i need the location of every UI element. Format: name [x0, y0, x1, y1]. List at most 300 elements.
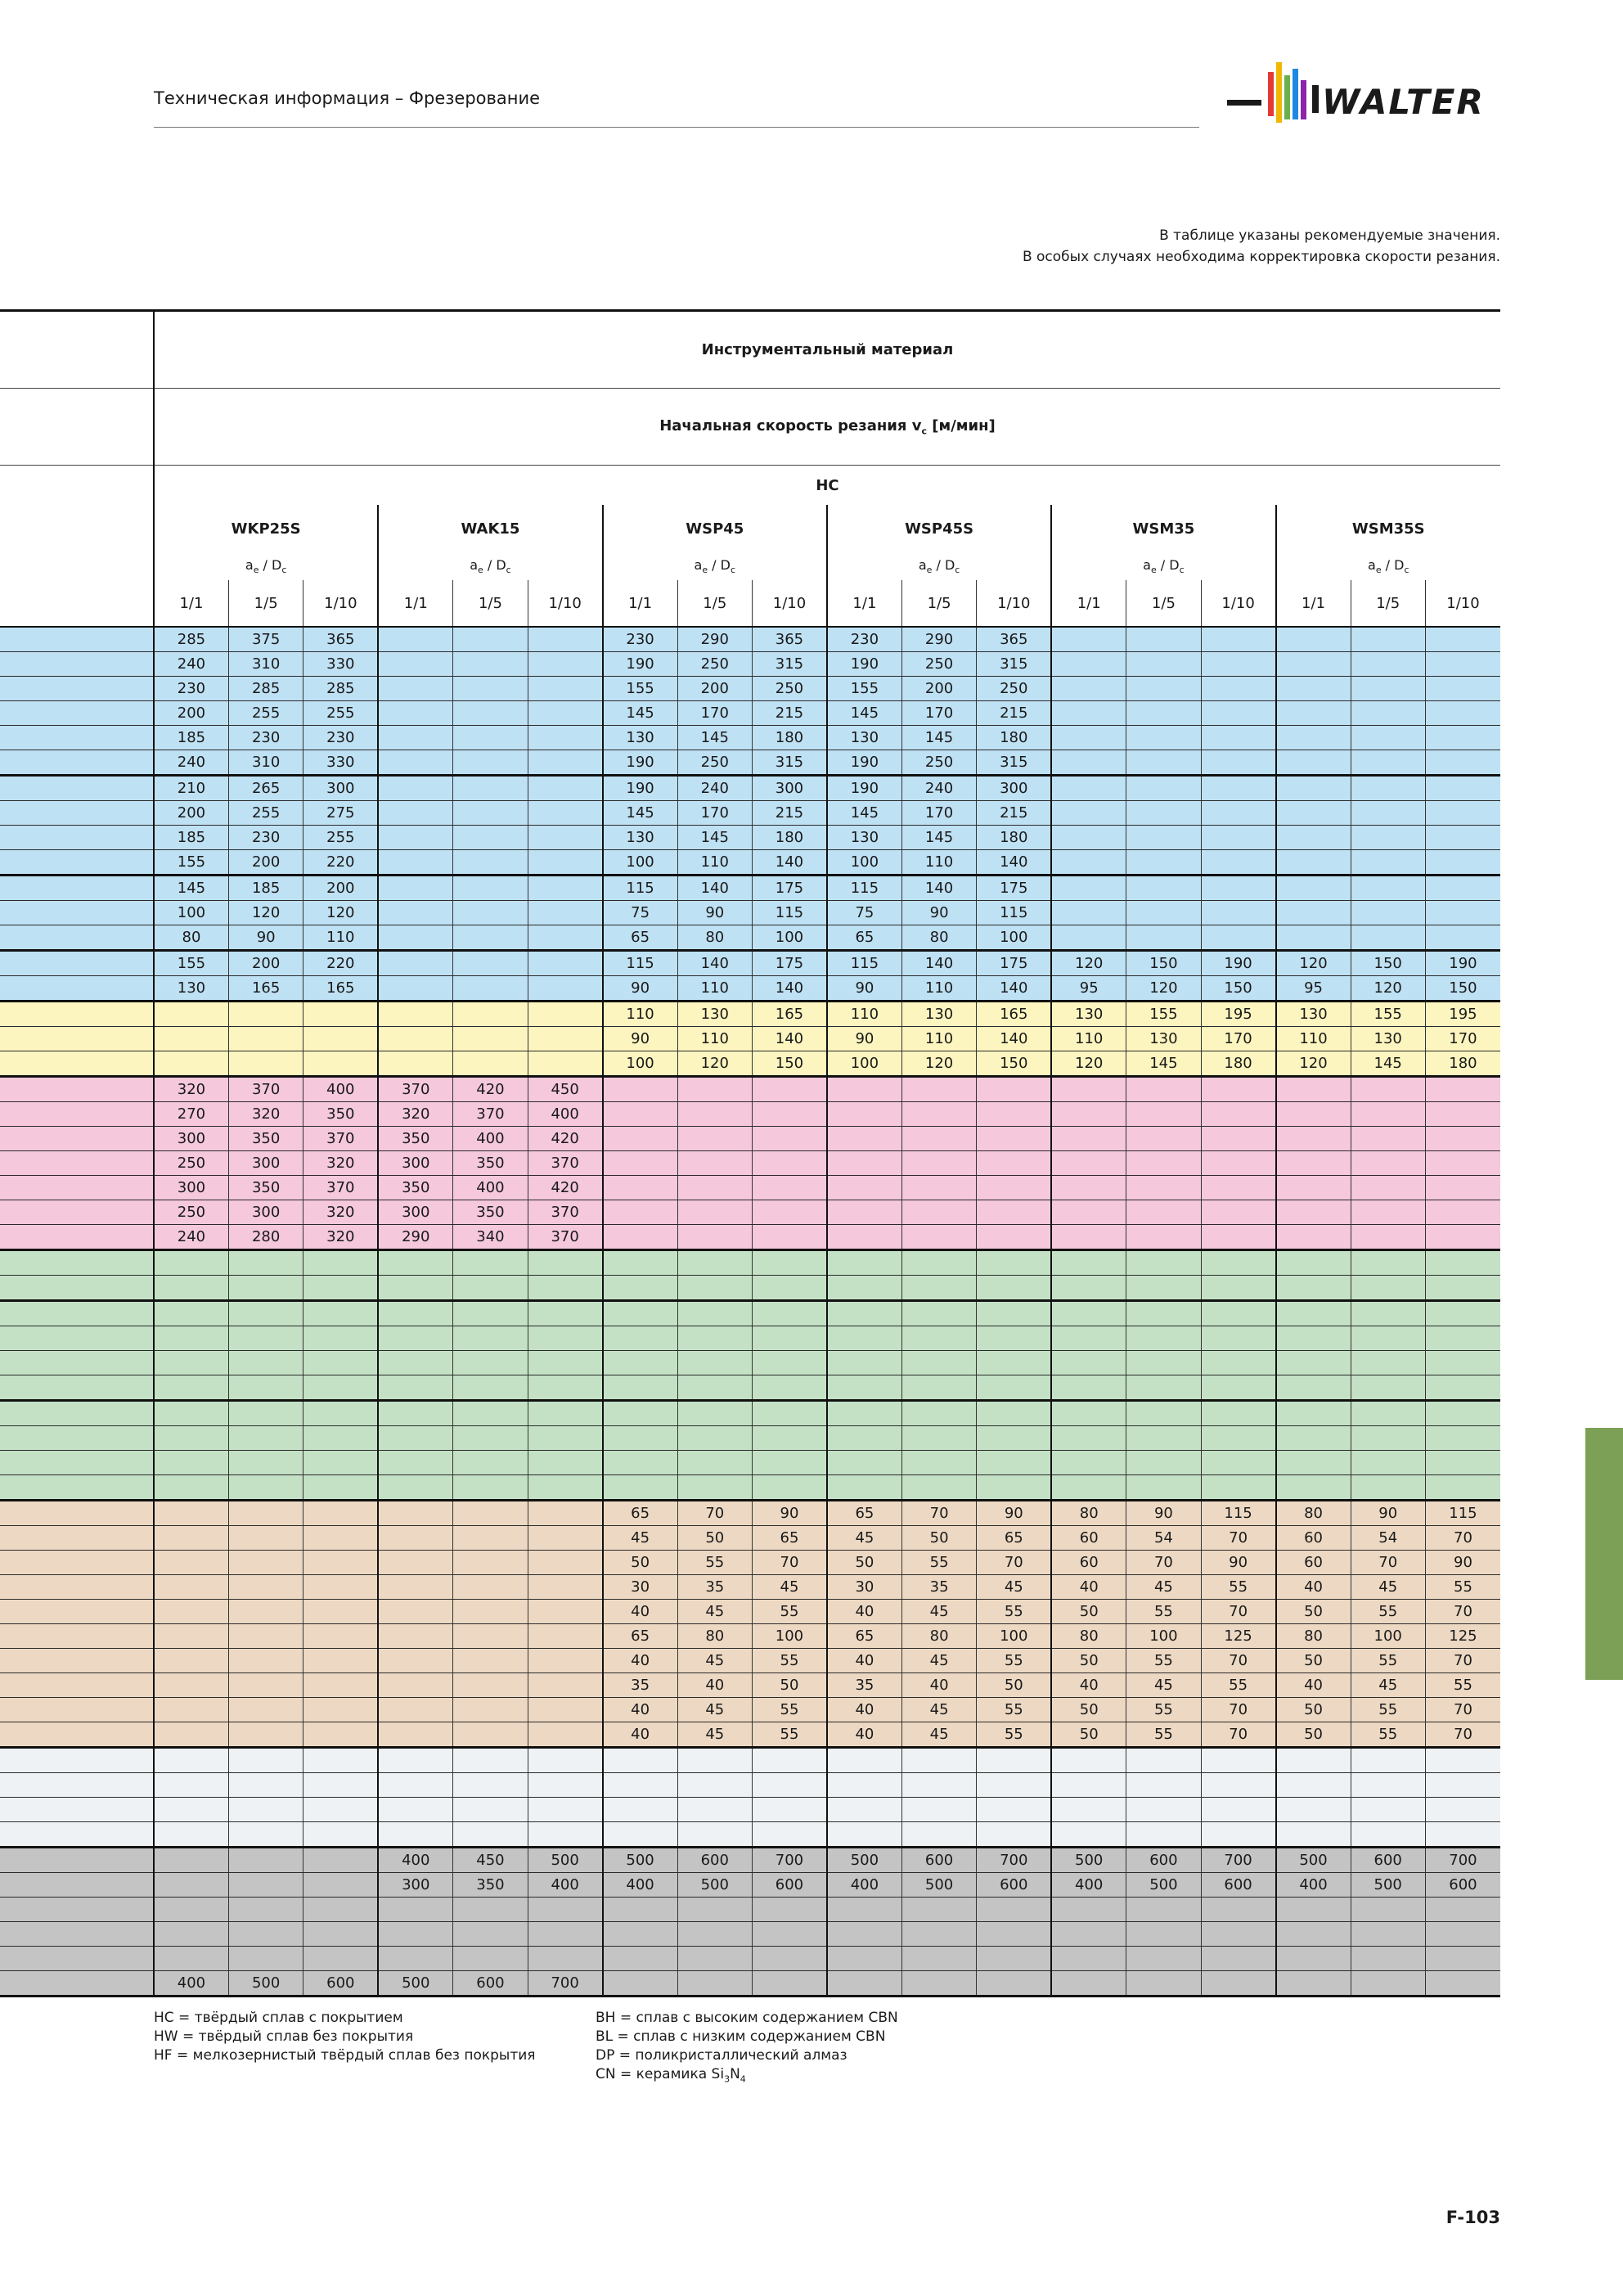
cutting-speed-heading: Начальная скорость резания $v_c$ [м/мин]	[154, 389, 1500, 466]
value-cell	[154, 1401, 228, 1426]
value-cell: 40	[1051, 1575, 1126, 1600]
value-cell	[827, 1773, 901, 1798]
value-cell: 400	[1276, 1873, 1351, 1898]
row-label-cell	[0, 627, 154, 652]
value-cell	[378, 1301, 452, 1326]
value-cell	[303, 1351, 378, 1375]
row-label-cell	[0, 1176, 154, 1200]
value-cell: 215	[753, 801, 827, 826]
value-cell	[1051, 876, 1126, 901]
value-cell	[1276, 1151, 1351, 1176]
value-cell	[228, 1748, 303, 1773]
value-cell: 170	[677, 801, 752, 826]
value-cell: 110	[677, 1027, 752, 1051]
value-cell	[1351, 1326, 1425, 1351]
value-cell: 215	[977, 701, 1051, 726]
value-cell	[378, 1673, 452, 1698]
value-cell	[453, 1748, 528, 1773]
value-cell	[453, 1351, 528, 1375]
value-cell	[1126, 1773, 1201, 1798]
value-cell	[303, 1250, 378, 1276]
value-cell	[1276, 850, 1351, 876]
value-cell	[528, 1698, 602, 1722]
value-cell: 40	[827, 1722, 901, 1748]
value-cell: 400	[154, 1971, 228, 1997]
value-cell	[528, 1798, 602, 1822]
value-cell	[1051, 726, 1126, 750]
value-cell	[901, 1822, 976, 1848]
value-cell	[378, 1375, 452, 1401]
value-cell: 190	[1201, 951, 1275, 976]
value-cell	[753, 1250, 827, 1276]
value-cell	[228, 1301, 303, 1326]
group-hc-label: HC	[816, 476, 839, 494]
value-cell: 100	[753, 925, 827, 951]
value-cell: 400	[827, 1873, 901, 1898]
value-cell	[453, 677, 528, 701]
value-cell	[1126, 1077, 1201, 1102]
value-cell	[677, 1250, 752, 1276]
value-cell	[528, 1326, 602, 1351]
ae-dc-label: $a_e / D_c$	[1368, 556, 1409, 576]
value-cell: 145	[677, 726, 752, 750]
value-cell: 365	[977, 627, 1051, 652]
value-cell	[1351, 1773, 1425, 1798]
value-cell: 50	[677, 1526, 752, 1551]
value-cell	[1425, 1077, 1500, 1102]
value-cell	[1051, 750, 1126, 776]
value-cell	[1276, 1748, 1351, 1773]
value-cell	[453, 652, 528, 677]
value-cell	[1126, 1822, 1201, 1848]
row-label-cell	[0, 1077, 154, 1102]
value-cell: 35	[677, 1575, 752, 1600]
value-cell	[677, 1947, 752, 1971]
row-label-cell	[0, 1351, 154, 1375]
value-cell	[1126, 901, 1201, 925]
value-cell: 45	[677, 1649, 752, 1673]
grade-row	[0, 505, 1500, 552]
value-cell: 180	[977, 826, 1051, 850]
value-cell	[1425, 1326, 1500, 1351]
value-cell	[378, 876, 452, 901]
value-cell	[378, 1276, 452, 1301]
value-cell	[603, 1451, 677, 1475]
value-cell	[1351, 1822, 1425, 1848]
ae-dc-label: $a_e / D_c$	[1051, 552, 1275, 580]
value-cell: 700	[1201, 1848, 1275, 1873]
value-cell: 80	[901, 1624, 976, 1649]
table-row	[0, 925, 1500, 951]
value-cell	[977, 1250, 1051, 1276]
value-cell	[378, 677, 452, 701]
value-cell: 170	[1425, 1027, 1500, 1051]
row-label-cell	[0, 951, 154, 976]
value-cell: 70	[1425, 1526, 1500, 1551]
value-cell: 70	[677, 1501, 752, 1526]
value-cell: 110	[901, 976, 976, 1002]
table-row	[0, 1276, 1500, 1301]
value-cell: 50	[753, 1673, 827, 1698]
value-cell	[1276, 901, 1351, 925]
value-cell	[303, 1575, 378, 1600]
row-label-cell	[0, 750, 154, 776]
value-cell	[753, 1451, 827, 1475]
value-cell	[603, 1176, 677, 1200]
value-cell: 50	[827, 1551, 901, 1575]
value-cell	[228, 1822, 303, 1848]
value-cell	[827, 1748, 901, 1773]
value-cell	[1276, 1898, 1351, 1922]
value-cell	[677, 1798, 752, 1822]
value-cell	[977, 1077, 1051, 1102]
table-row	[0, 850, 1500, 876]
value-cell: 70	[1425, 1698, 1500, 1722]
value-cell: 75	[603, 901, 677, 925]
value-cell	[453, 951, 528, 976]
value-cell: 100	[977, 1624, 1051, 1649]
row-label-cell	[0, 1649, 154, 1673]
value-cell: 70	[1351, 1551, 1425, 1575]
value-cell	[378, 1922, 452, 1947]
value-cell: 300	[378, 1200, 452, 1225]
value-cell	[677, 1127, 752, 1151]
value-cell: 250	[753, 677, 827, 701]
value-cell	[1051, 1748, 1126, 1773]
value-cell	[1051, 1102, 1126, 1127]
value-cell	[378, 1326, 452, 1351]
value-cell	[378, 652, 452, 677]
value-cell	[603, 1748, 677, 1773]
grade-header: WSM35	[1051, 505, 1275, 552]
value-cell	[303, 1822, 378, 1848]
value-cell	[1051, 1971, 1126, 1997]
value-cell	[453, 750, 528, 776]
value-cell: 270	[154, 1102, 228, 1127]
value-cell	[1276, 1077, 1351, 1102]
value-cell	[1276, 1822, 1351, 1848]
value-cell: 110	[901, 850, 976, 876]
value-cell	[1126, 1748, 1201, 1773]
value-cell: 195	[1201, 1002, 1275, 1027]
value-cell	[154, 1822, 228, 1848]
value-cell	[154, 1451, 228, 1475]
table-row	[0, 1301, 1500, 1326]
value-cell: 70	[1126, 1551, 1201, 1575]
table-row	[0, 1922, 1500, 1947]
value-cell	[1201, 1375, 1275, 1401]
value-cell: 130	[1276, 1002, 1351, 1027]
value-cell	[603, 1326, 677, 1351]
value-cell	[1276, 1176, 1351, 1200]
value-cell	[154, 1575, 228, 1600]
value-cell: 200	[228, 850, 303, 876]
value-cell	[977, 1798, 1051, 1822]
value-cell	[901, 1401, 976, 1426]
value-cell: 145	[1351, 1051, 1425, 1077]
value-cell	[378, 976, 452, 1002]
row-label-cell	[0, 925, 154, 951]
value-cell	[977, 1151, 1051, 1176]
value-cell	[677, 1351, 752, 1375]
value-cell	[603, 1798, 677, 1822]
value-cell: 190	[603, 750, 677, 776]
value-cell	[1351, 1401, 1425, 1426]
value-cell	[1425, 1475, 1500, 1501]
row-label-cell	[0, 1475, 154, 1501]
value-cell	[1351, 1971, 1425, 1997]
value-cell: 45	[677, 1722, 752, 1748]
value-cell	[154, 1276, 228, 1301]
row-label-cell	[0, 1600, 154, 1624]
value-cell: 170	[677, 701, 752, 726]
value-cell: 55	[753, 1600, 827, 1624]
value-cell: 370	[303, 1127, 378, 1151]
value-cell: 350	[453, 1200, 528, 1225]
value-cell	[1201, 1250, 1275, 1276]
value-cell	[378, 750, 452, 776]
value-cell	[528, 1722, 602, 1748]
value-cell	[1276, 627, 1351, 652]
value-cell: 145	[1126, 1051, 1201, 1077]
value-cell: 400	[453, 1176, 528, 1200]
value-cell	[977, 1375, 1051, 1401]
value-cell: 320	[378, 1102, 452, 1127]
value-cell	[528, 1922, 602, 1947]
value-cell: 290	[901, 627, 976, 652]
value-cell: 40	[603, 1649, 677, 1673]
value-cell: 125	[1201, 1624, 1275, 1649]
value-cell	[603, 1102, 677, 1127]
row-label-cell	[0, 1375, 154, 1401]
fraction-header: 1/5	[677, 580, 752, 627]
value-cell	[1201, 1451, 1275, 1475]
value-cell	[303, 1773, 378, 1798]
value-cell	[753, 1102, 827, 1127]
value-cell	[154, 1351, 228, 1375]
value-cell	[1126, 801, 1201, 826]
value-cell: 45	[677, 1600, 752, 1624]
value-cell	[677, 1426, 752, 1451]
value-cell	[1051, 652, 1126, 677]
value-cell	[303, 1002, 378, 1027]
value-cell	[453, 1673, 528, 1698]
value-cell: 350	[453, 1151, 528, 1176]
row-label-cell	[0, 826, 154, 850]
legend-item: HC = твёрдый сплав с покрытием	[154, 2010, 403, 2026]
table-row	[0, 951, 1500, 976]
value-cell: 80	[677, 925, 752, 951]
value-cell	[827, 1176, 901, 1200]
value-cell	[303, 1947, 378, 1971]
row-label-cell	[0, 1250, 154, 1276]
value-cell	[228, 1426, 303, 1451]
value-cell	[977, 1225, 1051, 1250]
value-cell	[1351, 801, 1425, 826]
value-cell	[154, 1848, 228, 1873]
fraction-header: 1/1	[378, 580, 452, 627]
value-cell: 120	[1051, 951, 1126, 976]
value-cell: 320	[303, 1151, 378, 1176]
value-cell	[1126, 1176, 1201, 1200]
value-cell	[303, 1051, 378, 1077]
value-cell	[677, 1151, 752, 1176]
value-cell: 100	[827, 850, 901, 876]
value-cell	[1351, 925, 1425, 951]
value-cell: 700	[977, 1848, 1051, 1873]
value-cell	[1425, 850, 1500, 876]
table-row	[0, 701, 1500, 726]
value-cell	[1201, 826, 1275, 850]
value-cell	[303, 1624, 378, 1649]
value-cell	[1425, 1451, 1500, 1475]
row-label-cell	[0, 1798, 154, 1822]
value-cell	[453, 976, 528, 1002]
value-cell: 40	[1276, 1575, 1351, 1600]
value-cell	[603, 1947, 677, 1971]
value-cell	[677, 1176, 752, 1200]
row-label-cell	[0, 1551, 154, 1575]
value-cell	[1126, 1947, 1201, 1971]
value-cell: 700	[1425, 1848, 1500, 1873]
value-cell	[378, 1722, 452, 1748]
value-cell: 115	[1425, 1501, 1500, 1526]
value-cell: 100	[1126, 1624, 1201, 1649]
row-label-cell	[0, 1102, 154, 1127]
fraction-header: 1/5	[1351, 580, 1425, 627]
value-cell: 145	[154, 876, 228, 901]
value-cell	[528, 1898, 602, 1922]
value-cell	[228, 1451, 303, 1475]
value-cell	[453, 1551, 528, 1575]
value-cell: 500	[603, 1848, 677, 1873]
value-cell	[753, 1276, 827, 1301]
value-cell	[453, 1624, 528, 1649]
value-cell	[528, 850, 602, 876]
value-cell	[453, 850, 528, 876]
value-cell: 400	[1051, 1873, 1126, 1898]
value-cell	[228, 1947, 303, 1971]
value-cell	[303, 1475, 378, 1501]
value-cell: 420	[453, 1077, 528, 1102]
value-cell: 400	[528, 1102, 602, 1127]
table-row	[0, 1002, 1500, 1027]
value-cell	[1276, 701, 1351, 726]
table-row	[0, 652, 1500, 677]
value-cell: 350	[453, 1873, 528, 1898]
value-cell: 30	[827, 1575, 901, 1600]
value-cell	[977, 1475, 1051, 1501]
note-line-1: В таблице указаны рекомендуемые значения.	[1159, 227, 1500, 244]
value-cell	[1351, 1176, 1425, 1200]
value-cell: 55	[1425, 1575, 1500, 1600]
table-row	[0, 1176, 1500, 1200]
value-cell	[303, 1922, 378, 1947]
value-cell	[677, 1276, 752, 1301]
legend-right	[596, 2009, 898, 2088]
value-cell: 120	[1126, 976, 1201, 1002]
value-cell	[1126, 1798, 1201, 1822]
value-cell	[154, 1426, 228, 1451]
value-cell	[753, 1375, 827, 1401]
value-cell	[528, 701, 602, 726]
value-cell: 70	[753, 1551, 827, 1575]
value-cell	[1051, 1947, 1126, 1971]
value-cell	[228, 1027, 303, 1051]
value-cell	[528, 652, 602, 677]
value-cell: 150	[977, 1051, 1051, 1077]
ae-dc-label: $a_e / D_c$	[154, 552, 378, 580]
value-cell	[1351, 1451, 1425, 1475]
value-cell	[1425, 801, 1500, 826]
value-cell	[378, 1526, 452, 1551]
band-row-tool-material	[0, 311, 1500, 389]
value-cell	[303, 1600, 378, 1624]
value-cell	[603, 1922, 677, 1947]
value-cell	[977, 1748, 1051, 1773]
value-cell: 220	[303, 951, 378, 976]
value-cell: 70	[1201, 1649, 1275, 1673]
value-cell: 290	[378, 1225, 452, 1250]
value-cell: 250	[677, 750, 752, 776]
value-cell: 195	[1425, 1002, 1500, 1027]
value-cell	[303, 1027, 378, 1051]
value-cell: 55	[1126, 1649, 1201, 1673]
value-cell: 40	[1276, 1673, 1351, 1698]
value-cell	[901, 1225, 976, 1250]
value-cell	[228, 1401, 303, 1426]
value-cell	[603, 1250, 677, 1276]
value-cell	[827, 1922, 901, 1947]
value-cell: 120	[228, 901, 303, 925]
fraction-row	[0, 580, 1500, 627]
value-cell	[1276, 1351, 1351, 1375]
value-cell	[603, 1225, 677, 1250]
row-label-cell	[0, 776, 154, 801]
value-cell: 40	[901, 1673, 976, 1698]
value-cell	[977, 1822, 1051, 1848]
value-cell	[753, 1773, 827, 1798]
value-cell: 145	[901, 826, 976, 850]
value-cell	[901, 1798, 976, 1822]
value-cell: 115	[1201, 1501, 1275, 1526]
table-row	[0, 1451, 1500, 1475]
value-cell	[1201, 1971, 1275, 1997]
value-cell	[378, 1475, 452, 1501]
value-cell: 185	[228, 876, 303, 901]
value-cell: 80	[901, 925, 976, 951]
value-cell: 90	[753, 1501, 827, 1526]
value-cell	[677, 1077, 752, 1102]
value-cell: 140	[901, 876, 976, 901]
value-cell	[603, 1351, 677, 1375]
value-cell	[827, 1401, 901, 1426]
table-row	[0, 1947, 1500, 1971]
value-cell: 115	[977, 901, 1051, 925]
value-cell	[1051, 1822, 1126, 1848]
row-label-cell	[0, 901, 154, 925]
value-cell	[1201, 1898, 1275, 1922]
value-cell	[1126, 677, 1201, 701]
value-cell: 175	[753, 951, 827, 976]
value-cell: 155	[154, 951, 228, 976]
value-cell	[1425, 677, 1500, 701]
value-cell	[528, 1822, 602, 1848]
table-row	[0, 1575, 1500, 1600]
value-cell: 120	[1276, 951, 1351, 976]
value-cell	[1201, 1426, 1275, 1451]
value-cell: 65	[753, 1526, 827, 1551]
